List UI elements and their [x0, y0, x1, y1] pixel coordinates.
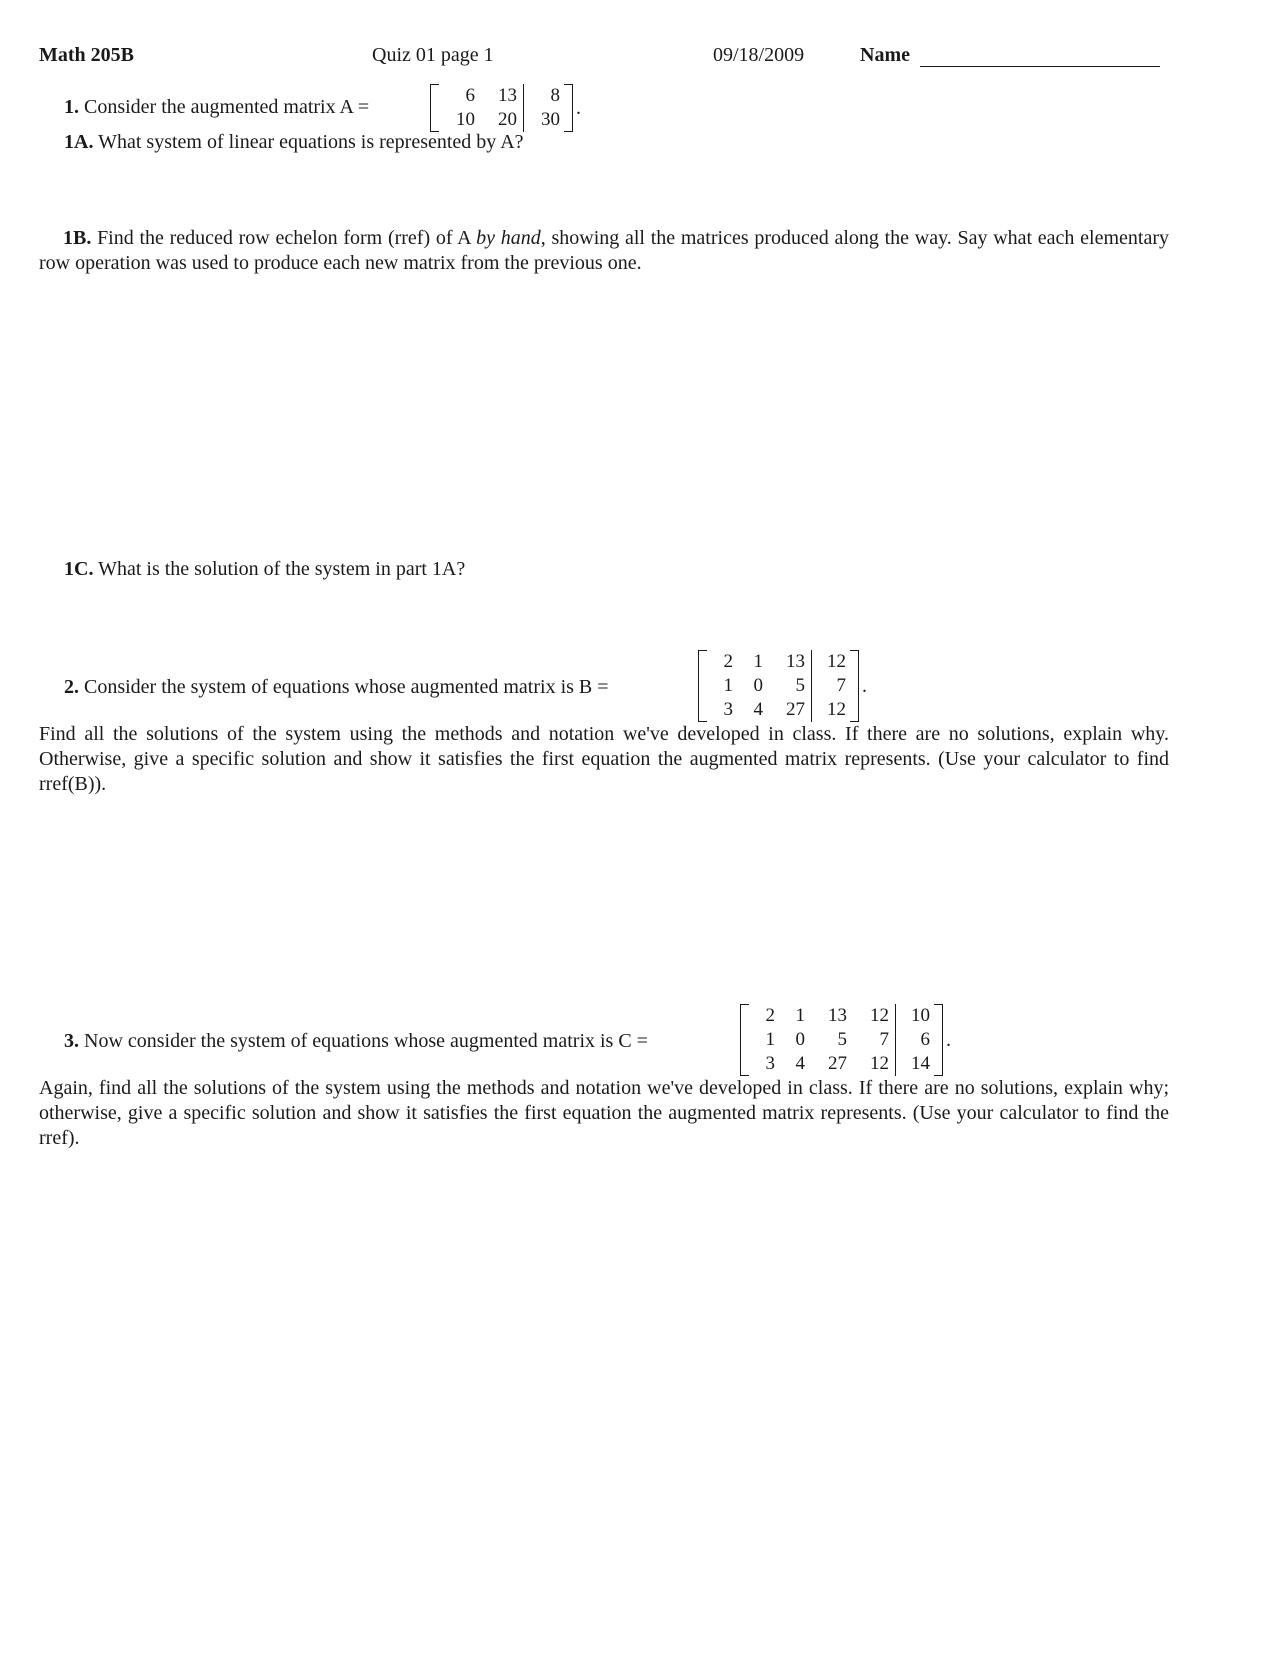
question-3: [64, 1030, 648, 1053]
matrix-cell: 3: [765, 1053, 775, 1074]
matrix-bracket-right: [564, 84, 573, 132]
matrix-bracket-left: [698, 650, 707, 722]
matrix-cell: 13: [828, 1005, 847, 1026]
matrix-period: .: [946, 1028, 951, 1051]
matrix-b: [698, 650, 867, 722]
matrix-cell: 12: [811, 698, 846, 722]
matrix-cell: 0: [753, 675, 763, 696]
matrix-period: .: [576, 96, 581, 119]
question-number: 1B.: [63, 227, 92, 249]
quiz-title: Quiz 01 page 1: [372, 44, 494, 66]
question-number: 1.: [64, 96, 79, 118]
question-text: Consider the system of equations whose augmented matrix is B =: [84, 676, 609, 698]
matrix-cell: 5: [837, 1029, 847, 1050]
matrix-cell: 12: [811, 650, 846, 674]
question-text-b: , showing all the matrices produced along the way. Say what each elementary row operation was used to produce each new matrix from the previous one.: [39, 227, 1169, 274]
question-number: 3.: [64, 1030, 79, 1052]
question-1: [64, 96, 369, 119]
matrix-cell: 0: [795, 1029, 805, 1050]
matrix-cell: 7: [811, 674, 846, 698]
matrix-cell: 5: [795, 675, 805, 696]
matrix-row: [711, 650, 846, 674]
matrix-cell: 12: [870, 1005, 889, 1026]
matrix-cell: 6: [465, 85, 475, 106]
question-text: Now consider the system of equations whose augmented matrix is C =: [84, 1030, 648, 1052]
matrix-cell: 2: [723, 651, 733, 672]
matrix-cell: 10: [895, 1004, 930, 1028]
course-title: Math 205B: [39, 44, 134, 66]
matrix-a: [430, 84, 581, 132]
matrix-cell: 8: [523, 84, 560, 108]
matrix-cell: 7: [879, 1029, 889, 1050]
matrix-row: [711, 698, 846, 722]
question-text: What is the solution of the system in part 1A?: [98, 558, 466, 580]
matrix-bracket-right: [934, 1004, 943, 1076]
matrix-cell: 2: [765, 1005, 775, 1026]
question-text: What system of linear equations is represented by A?: [98, 131, 524, 153]
quiz-date: 09/18/2009: [713, 44, 805, 66]
name-blank-line: [920, 66, 1160, 67]
name-label: Name: [860, 44, 910, 66]
matrix-row: [753, 1028, 930, 1052]
matrix-cell: 13: [786, 651, 805, 672]
question-text: Consider the augmented matrix A =: [84, 96, 370, 118]
question-1c: [64, 558, 465, 581]
matrix-cell: 1: [723, 675, 733, 696]
matrix-cell: 27: [828, 1053, 847, 1074]
matrix-bracket-left: [430, 84, 439, 132]
matrix-bracket-right: [850, 650, 859, 722]
question-3-body: Again, find all the solutions of the system using the methods and notation we've developed in class. If there are no solutions, explain why; otherwise, give a specific solution and show it satisfies the first equation the augmented matrix represents. (Use your calculator to find the rref).: [39, 1077, 1169, 1149]
matrix-cell: 4: [753, 699, 763, 720]
matrix-cell: 1: [753, 651, 763, 672]
matrix-bracket-left: [740, 1004, 749, 1076]
matrix-row: [443, 108, 560, 132]
matrix-period: .: [862, 674, 867, 697]
matrix-row: [753, 1052, 930, 1076]
question-text-italic: by hand: [476, 227, 541, 249]
matrix-cell: 20: [498, 109, 517, 130]
matrix-c: [740, 1004, 951, 1076]
matrix-row: [753, 1004, 930, 1028]
matrix-cell: 6: [895, 1028, 930, 1052]
question-number: 1C.: [64, 558, 94, 580]
matrix-cell: 10: [456, 109, 475, 130]
question-1b: [39, 226, 1169, 276]
matrix-cell: 1: [765, 1029, 775, 1050]
matrix-cell: 14: [895, 1052, 930, 1076]
matrix-cell: 12: [870, 1053, 889, 1074]
question-text-a: Find the reduced row echelon form (rref) of A: [97, 227, 477, 249]
matrix-cell: 27: [786, 699, 805, 720]
question-2: [64, 676, 609, 699]
matrix-cell: 13: [498, 85, 517, 106]
question-1a: [64, 131, 524, 154]
question-number: 1A.: [64, 131, 94, 153]
matrix-cell: 1: [795, 1005, 805, 1026]
matrix-row: [443, 84, 560, 108]
question-2-body: Find all the solutions of the system using the methods and notation we've developed in class. If there are no solutions, explain why. Otherwise, give a specific solution and show it satisfies the first equation the augmented matrix represents. (Use your calculator to find rref(B)).: [39, 723, 1169, 795]
matrix-cell: 3: [723, 699, 733, 720]
matrix-cell: 4: [795, 1053, 805, 1074]
question-number: 2.: [64, 676, 79, 698]
matrix-cell: 30: [523, 108, 560, 132]
matrix-row: [711, 674, 846, 698]
